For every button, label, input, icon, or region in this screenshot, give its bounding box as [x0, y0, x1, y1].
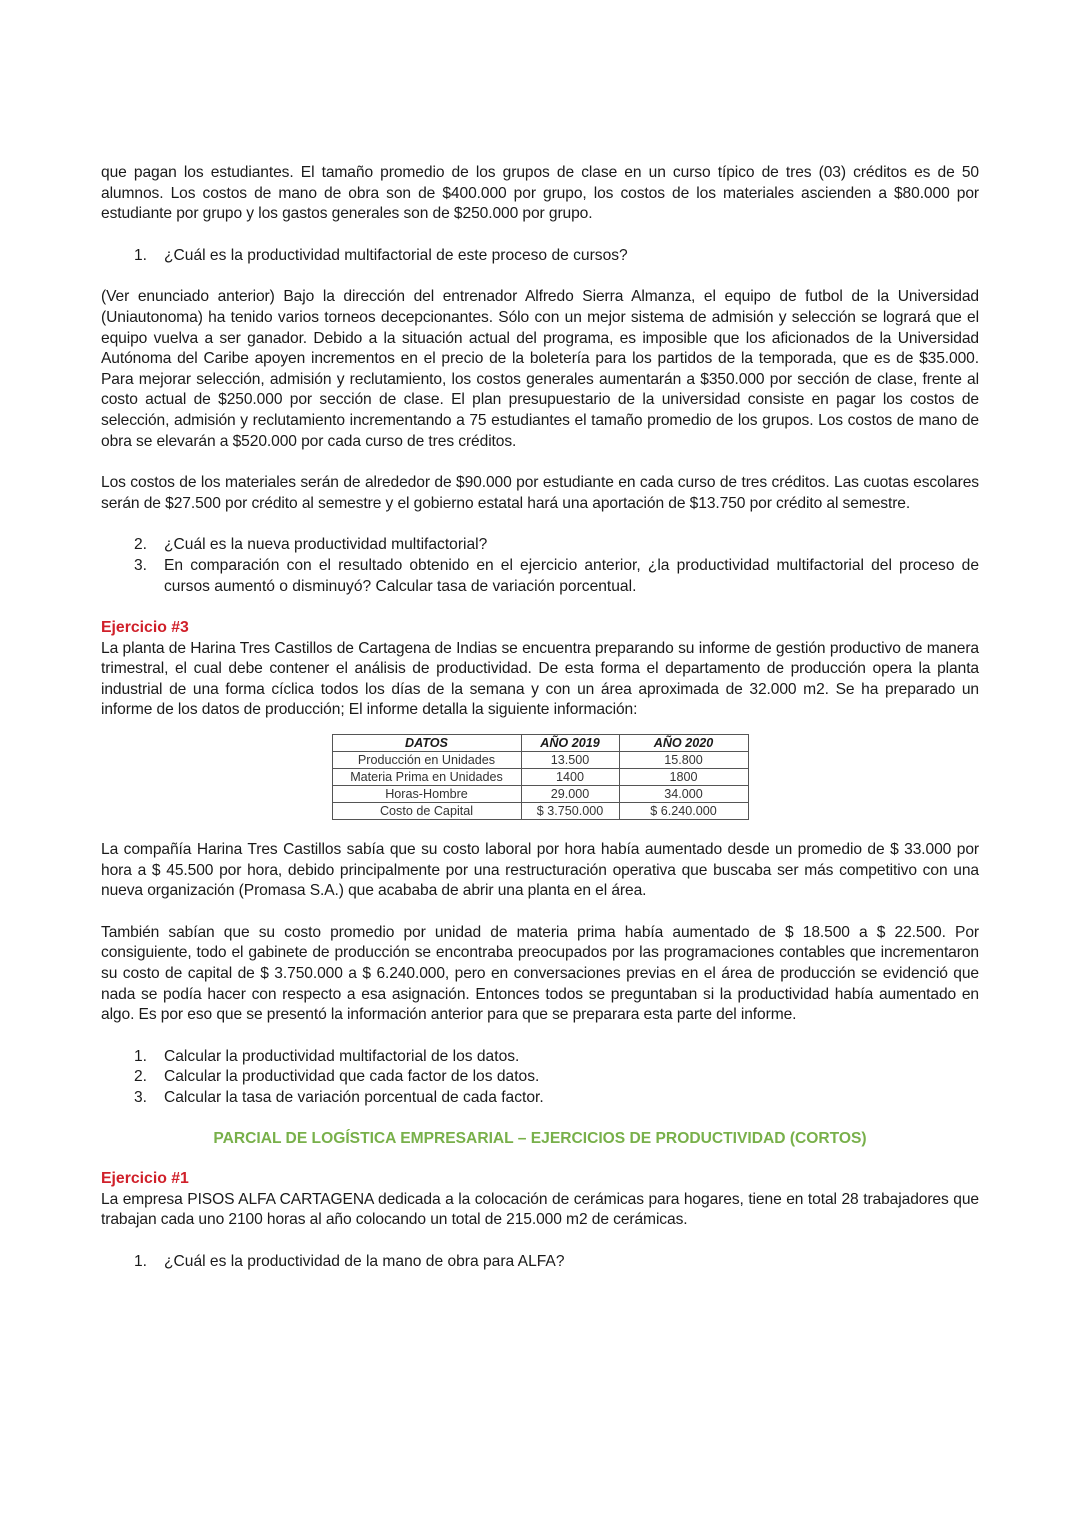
- section-title: PARCIAL DE LOGÍSTICA EMPRESARIAL – EJERCICIOS DE PRODUCTIVIDAD (CORTOS): [213, 1129, 867, 1147]
- question-number: 2.: [134, 536, 148, 554]
- question-text: ¿Cuál es la productividad multifactorial de este proceso de cursos?: [164, 246, 628, 264]
- question-item: [101, 535, 979, 556]
- production-data-table: [332, 734, 749, 820]
- column-header-datos: DATOS: [332, 735, 521, 752]
- column-header-2020: AÑO 2020: [619, 735, 748, 752]
- question-text: ¿Cuál es la productividad de la mano de obra para ALFA?: [164, 1252, 565, 1270]
- question-item: [101, 1047, 979, 1068]
- intro-question-list: [101, 246, 979, 267]
- cell-2019: 1400: [521, 769, 619, 786]
- intro-paragraph: que pagan los estudiantes. El tamaño promedio de los grupos de clase en un curso típico de tres (03) créditos es de 50 alumnos. Los costos de mano de obra son de $400.000 por grupo, los costos de los materiales ascienden a $80.000 por estudiante por grupo y los gastos generales son de $250.000 por grupo.: [101, 164, 979, 223]
- cell-2020: $ 6.240.000: [619, 803, 748, 820]
- cell-2020: 1800: [619, 769, 748, 786]
- question-number: 2.: [134, 1068, 148, 1086]
- question-number: 1.: [134, 1252, 148, 1270]
- question-text: Calcular la tasa de variación porcentual de cada factor.: [164, 1089, 544, 1106]
- cell-2019: $ 3.750.000: [521, 803, 619, 820]
- exercise-3-paragraph-3: También sabían que su costo promedio por unidad de materia prima había aumentado de $ 18.500 a $ 22.500. Por consiguiente, todo el gabinete de producción se encontraba preocupados por las programaciones contables que incrementaron su costo de capital de $ 3.750.000 a $ 6.240.000, pero en conversaciones previas en el área de producción se evidenció que nada se podía hacer con respecto a esa asignación. Entonces todos se preguntaban si la productividad había aumentado en algo. Es por eso que se presentó la información anterior para que se preparara esta parte del informe.: [101, 923, 979, 1024]
- exercise-3-paragraph-1: La planta de Harina Tres Castillos de Cartagena de Indias se encuentra preparando su informe de gestión productivo de manera trimestral, el cual debe contener el análisis de productividad. De esta forma el departamento de producción opera la planta industrial de una forma cíclica todos los días de la semana y con un área aproximada de 32.000 m2. Se ha preparado un informe de los datos de producción; El informe detalla la siguiente información:: [101, 639, 979, 719]
- cell-2020: 15.800: [619, 752, 748, 769]
- question-number: 3.: [134, 556, 148, 574]
- row-label: Materia Prima en Unidades: [332, 769, 521, 786]
- exercise-3-question-list: [101, 1047, 979, 1109]
- cell-2020: 34.000: [619, 786, 748, 803]
- table-row: [332, 769, 748, 786]
- question-text: En comparación con el resultado obtenido en el ejercicio anterior, ¿la productividad multifactorial del proceso de cursos aumentó o disminuyó? Calcular tasa de variación porcentual.: [164, 556, 979, 595]
- cell-2019: 29.000: [521, 786, 619, 803]
- question-item: [101, 1088, 979, 1109]
- exercise-3-paragraph-2: La compañía Harina Tres Castillos sabía que su costo laboral por hora había aumentado desde un promedio de $ 33.000 por hora a $ 45.500 por hora, debido principalmente por una restructuración operativa que buscaba ser más competitivo con una nueva organización (Promasa S.A.) que acababa de abrir una planta en el área.: [101, 841, 979, 900]
- question-number: 3.: [134, 1089, 148, 1106]
- question-text: Calcular la productividad multifactorial de los datos.: [164, 1047, 520, 1065]
- exercise-1-heading: Ejercicio #1: [101, 1170, 189, 1188]
- question-item: [101, 556, 979, 597]
- table-row: [332, 803, 748, 820]
- question-text: Calcular la productividad que cada factor de los datos.: [164, 1068, 540, 1086]
- column-header-2019: AÑO 2019: [521, 735, 619, 752]
- row-label: Horas-Hombre: [332, 786, 521, 803]
- question-item: [101, 1067, 979, 1088]
- table-header-row: [332, 735, 748, 752]
- continuation-paragraph-2: Los costos de los materiales serán de alrededor de $90.000 por estudiante en cada curso de tres créditos. Las cuotas escolares serán de $27.500 por crédito al semestre y el gobierno estatal hará una aportación de $13.750 por crédito al semestre.: [101, 474, 979, 512]
- question-number: 1.: [134, 1047, 148, 1065]
- row-label: Producción en Unidades: [332, 752, 521, 769]
- exercise-3-heading: Ejercicio #3: [101, 619, 189, 637]
- question-number: 1.: [134, 246, 148, 264]
- question-text: ¿Cuál es la nueva productividad multifactorial?: [164, 536, 488, 554]
- row-label: Costo de Capital: [332, 803, 521, 820]
- exercise-1-paragraph: La empresa PISOS ALFA CARTAGENA dedicada a la colocación de cerámicas para hogares, tiene en total 28 trabajadores que trabajan cada uno 2100 horas al año colocando un total de 215.000 m2 de cerámicas.: [101, 1190, 979, 1229]
- continuation-paragraph-1: (Ver enunciado anterior) Bajo la dirección del entrenador Alfredo Sierra Almanza, el equipo de futbol de la Universidad (Uniautonoma) ha tenido varios torneos decepcionantes. Sólo con un mejor sistema de admisión y selección se logrará que el equipo vuelva a ser ganador. Debido a la situación actual del programa, es imposible que los aficionados de la Universidad Autónoma del Caribe apoyen incrementos en el precio de la boletería para los partidos de la temporada, que es de $35.000. Para mejorar selección, admisión y reclutamiento, los costos generales aumentarán a $350.000 por sección de clase, frente al costo actual de $250.000 por sección de clase. El plan presupuestario de la universidad consiste en pagar los costos de selección, admisión y reclutamiento incrementando a 75 estudiantes el tamaño promedio de los grupos. Los costos de mano de obra se elevarán a $520.000 por cada curso de tres créditos.: [101, 288, 979, 450]
- exercise-1-question-list: [101, 1252, 979, 1273]
- cell-2019: 13.500: [521, 752, 619, 769]
- question-item: [101, 1252, 979, 1273]
- document-page: [101, 163, 979, 1273]
- continuation-question-list: [101, 535, 979, 597]
- table-row: [332, 752, 748, 769]
- table-row: [332, 786, 748, 803]
- question-item: [101, 246, 979, 267]
